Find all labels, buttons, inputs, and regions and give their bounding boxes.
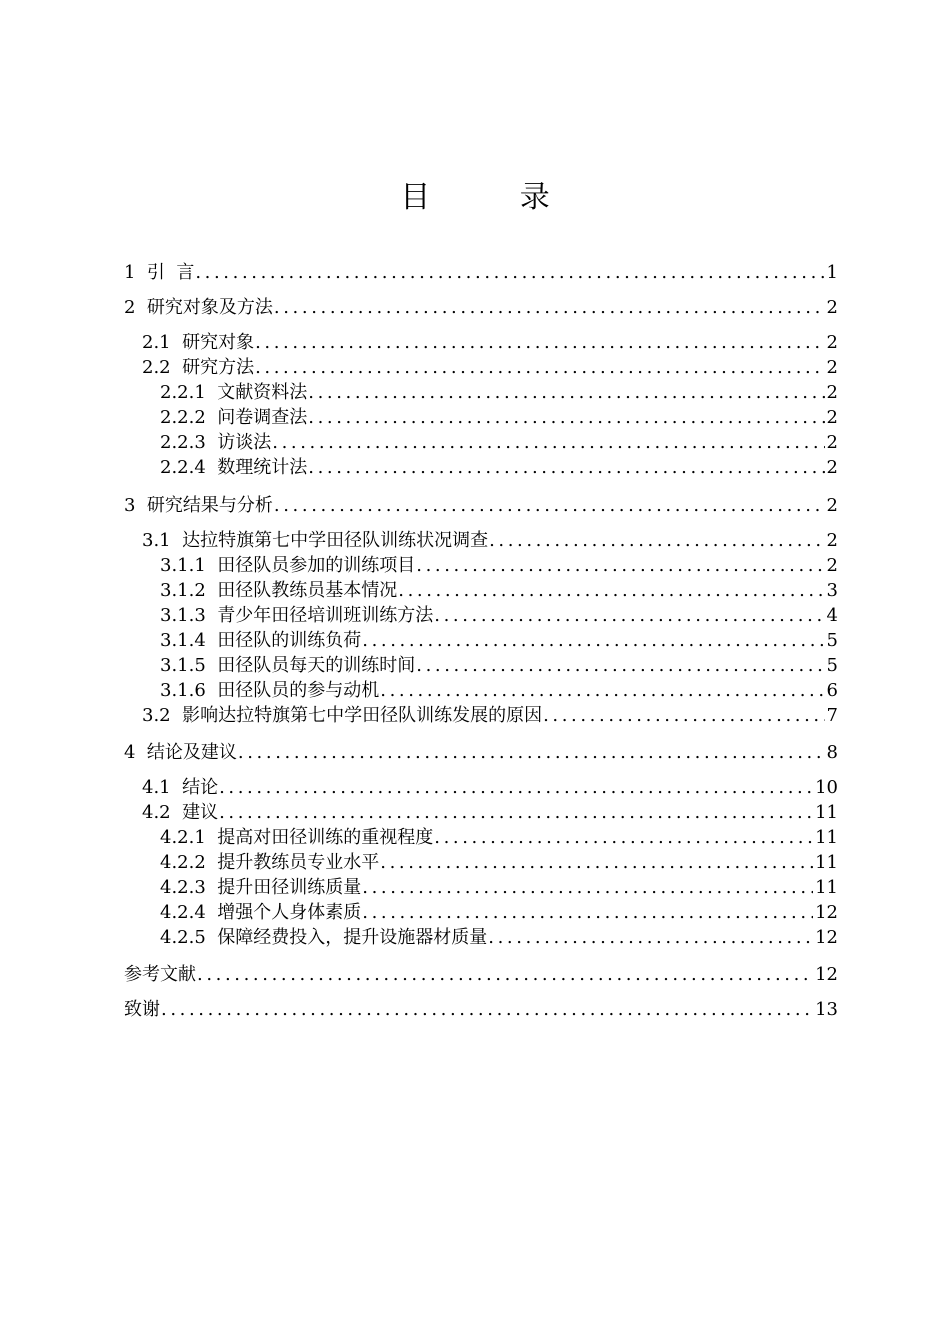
toc-entry-label: 4.2.5 保障经费投入，提升设施器材质量 — [160, 927, 488, 948]
toc-page-number: 2 — [826, 297, 838, 318]
toc-page-number: 4 — [826, 605, 838, 626]
toc-entry-label: 2 研究对象及方法 — [124, 297, 273, 318]
toc-page-number: 2 — [826, 457, 838, 478]
toc-page-number: 8 — [826, 742, 838, 763]
toc-page-number: 7 — [826, 705, 838, 726]
toc-leader-dots — [362, 876, 813, 900]
toc-leader-dots — [308, 406, 824, 430]
toc-entry[interactable] — [142, 331, 838, 355]
toc-entry-label: 3 研究结果与分析 — [124, 495, 273, 516]
toc-page-number: 12 — [815, 902, 838, 923]
toc-page-number: 1 — [826, 262, 838, 283]
toc-leader-dots — [362, 629, 824, 653]
toc-entry[interactable] — [142, 704, 838, 728]
toc-leader-dots — [219, 801, 813, 825]
toc-entry[interactable] — [124, 494, 838, 518]
toc-page-number: 2 — [826, 432, 838, 453]
toc-entry-label: 2.2.4 数理统计法 — [160, 457, 308, 478]
toc-entry-label: 2.2.1 文献资料法 — [160, 382, 308, 403]
toc-entry-label: 4.2.1 提高对田径训练的重视程度 — [160, 827, 434, 848]
toc-leader-dots — [161, 998, 813, 1022]
toc-entry[interactable] — [124, 741, 838, 765]
toc-leader-dots — [434, 826, 813, 850]
toc-page-number: 11 — [815, 877, 838, 898]
toc-leader-dots — [380, 679, 824, 703]
toc-leader-dots — [272, 431, 824, 455]
toc-page-number: 5 — [826, 630, 838, 651]
toc-entry-label: 3.1.4 田径队的训练负荷 — [160, 630, 362, 651]
toc-entry[interactable] — [160, 406, 838, 430]
toc-page-number: 11 — [815, 802, 838, 823]
toc-entry-label: 3.1.1 田径队员参加的训练项目 — [160, 555, 416, 576]
toc-page-number: 2 — [826, 495, 838, 516]
toc-entry-label: 3.1.6 田径队员的参与动机 — [160, 680, 380, 701]
toc-entry[interactable] — [142, 801, 838, 825]
toc-entry-label: 3.1.5 田径队员每天的训练时间 — [160, 655, 416, 676]
toc-page-number: 12 — [815, 964, 838, 985]
toc-entry-label: 2.2 研究方法 — [142, 357, 255, 378]
toc-entry-label: 参考文献 — [124, 964, 196, 985]
toc-entry[interactable] — [160, 431, 838, 455]
toc-page-number: 13 — [815, 999, 838, 1020]
toc-entry[interactable] — [160, 579, 838, 603]
toc-entry-label: 致谢 — [124, 999, 160, 1020]
toc-entry[interactable] — [160, 456, 838, 480]
toc-entry-label: 2.2.3 访谈法 — [160, 432, 272, 453]
toc-leader-dots — [434, 604, 824, 628]
toc-page-number: 10 — [815, 777, 838, 798]
toc-entry[interactable] — [160, 901, 838, 925]
toc-entry[interactable] — [160, 926, 838, 950]
toc-entry[interactable] — [142, 776, 838, 800]
toc-leader-dots — [274, 296, 825, 320]
toc-leader-dots — [274, 494, 825, 518]
toc-page-number: 5 — [826, 655, 838, 676]
toc-leader-dots — [416, 554, 824, 578]
toc-entry-label: 4.1 结论 — [142, 777, 219, 798]
toc-entry-label: 1 引 言 — [124, 262, 195, 283]
toc-entry[interactable] — [160, 654, 838, 678]
toc-entry[interactable] — [124, 998, 838, 1022]
toc-entry[interactable] — [160, 604, 838, 628]
toc-entry[interactable] — [160, 381, 838, 405]
toc-leader-dots — [255, 356, 824, 380]
toc-entry[interactable] — [160, 826, 838, 850]
toc-entry[interactable] — [160, 629, 838, 653]
toc-leader-dots — [195, 261, 824, 285]
toc-leader-dots — [488, 926, 813, 950]
toc-entry-label: 3.1.3 青少年田径培训班训练方法 — [160, 605, 434, 626]
toc-entry-label: 4 结论及建议 — [124, 742, 237, 763]
toc-leader-dots — [489, 529, 824, 553]
toc-entry-label: 4.2 建议 — [142, 802, 219, 823]
toc-page-number: 2 — [826, 332, 838, 353]
toc-entry-label: 3.1.2 田径队教练员基本情况 — [160, 580, 398, 601]
toc-leader-dots — [238, 741, 825, 765]
toc-page-number: 2 — [826, 357, 838, 378]
toc-entry[interactable] — [160, 554, 838, 578]
toc-entry[interactable] — [142, 529, 838, 553]
toc-entry-label: 2.1 研究对象 — [142, 332, 255, 353]
toc-page-number: 11 — [815, 827, 838, 848]
toc-entry-label: 3.2 影响达拉特旗第七中学田径队训练发展的原因 — [142, 705, 543, 726]
toc-leader-dots — [219, 776, 813, 800]
toc-page-number: 3 — [826, 580, 838, 601]
toc-entry-label: 4.2.4 增强个人身体素质 — [160, 902, 362, 923]
toc-leader-dots — [398, 579, 824, 603]
toc-entry-label: 2.2.2 问卷调查法 — [160, 407, 308, 428]
toc-leader-dots — [543, 704, 824, 728]
toc-leader-dots — [308, 456, 824, 480]
toc-leader-dots — [380, 851, 813, 875]
toc-page-number: 12 — [815, 927, 838, 948]
toc-leader-dots — [255, 331, 824, 355]
toc-entry-label: 4.2.2 提升教练员专业水平 — [160, 852, 380, 873]
toc-entry[interactable] — [160, 851, 838, 875]
toc-entry[interactable] — [124, 963, 838, 987]
toc-leader-dots — [416, 654, 824, 678]
toc-entry-label: 3.1 达拉特旗第七中学田径队训练状况调查 — [142, 530, 489, 551]
toc-entry-label: 4.2.3 提升田径训练质量 — [160, 877, 362, 898]
toc-leader-dots — [308, 381, 824, 405]
toc-entry[interactable] — [124, 296, 838, 320]
toc-page-number: 2 — [826, 555, 838, 576]
toc-entry[interactable] — [124, 261, 838, 285]
toc-page-number: 2 — [826, 407, 838, 428]
toc-page-number: 2 — [826, 382, 838, 403]
toc-page-number: 6 — [826, 680, 838, 701]
toc-entry[interactable] — [142, 356, 838, 380]
toc-entry[interactable] — [160, 679, 838, 703]
toc-leader-dots — [362, 901, 813, 925]
toc-page-number: 2 — [826, 530, 838, 551]
toc-page-number: 11 — [815, 852, 838, 873]
toc-entry[interactable] — [160, 876, 838, 900]
toc-leader-dots — [197, 963, 813, 987]
page-title: 目 录 — [400, 180, 590, 215]
